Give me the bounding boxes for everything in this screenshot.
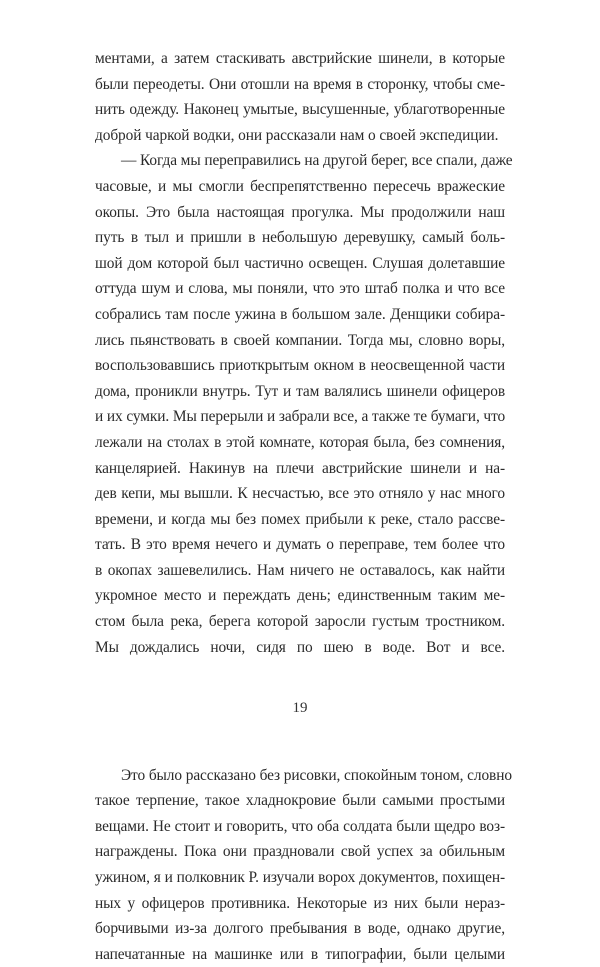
text-line: вещами. Не стоит и говорить, что оба солдата были щедро воз- — [95, 817, 505, 835]
text-line: в окопах зашевелились. Нам ничего не оставалось, как найти — [95, 561, 505, 579]
text-line: собрались там после ужина в большом зале. Денщики собира- — [95, 305, 505, 323]
text-line: стом была река, берега которой заросли густым тростником. — [95, 613, 505, 631]
text-line: дев кепи, мы вышли. К несчастью, все это отняло у нас много — [95, 485, 505, 503]
text-line: — Когда мы переправились на другой берег, все спали, даже — [121, 152, 513, 170]
body-text — [95, 46, 513, 967]
text-line: ных у офицеров противника. Некоторые из них были нераз- — [95, 894, 505, 912]
text-line: борчивыми из-за долгого пребывания в воде, однако другие, — [95, 920, 505, 938]
text-line: лись пьянствовать в своей компании. Тогда мы, словно воры, — [95, 331, 505, 349]
text-line: лежали на столах в этой комнате, которая была, без сомнения, — [95, 433, 505, 451]
text-line: оттуда шум и слова, мы поняли, что это штаб полка и что все — [95, 280, 505, 298]
text-line: укромное место и переждать день; единственным таким ме- — [95, 587, 505, 605]
paragraph — [95, 46, 505, 148]
text-line: часовые, и мы смогли беспрепятственно пересечь вражеские — [95, 177, 505, 195]
text-line: были переодеты. Они отошли на время в сторонку, чтобы сме- — [95, 75, 505, 93]
text-line: окопы. Это была настоящая прогулка. Мы продолжили наш — [95, 203, 505, 221]
text-line: канцелярией. Накинув на плечи австрийские шинели и на- — [95, 459, 505, 477]
text-line: времени, и когда мы без помех прибыли к реке, стало рассве- — [95, 510, 505, 528]
text-line: нить одежду. Наконец умытые, высушенные, ублаготворенные — [95, 101, 505, 119]
text-line: ментами, а затем стаскивать австрийские шинели, в которые — [95, 50, 505, 67]
text-line: Это было рассказано без рисовки, спокойным тоном, словно — [121, 766, 512, 784]
text-line — [95, 660, 505, 686]
text-line: ужином, я и полковник Р. изучали ворох документов, похищен- — [95, 869, 505, 886]
text-line: тать. В это время нечего и думать о переправе, тем более что — [95, 536, 505, 554]
text-line: воспользовавшись приоткрытым окном в неосвещенной части — [95, 357, 505, 375]
text-line: дома, проникли внутрь. Тут и там валялись шинели офицеров — [95, 382, 505, 400]
text-line: Мы дождались ночи, сидя по шею в воде. Вот и все. — [95, 638, 505, 656]
paragraph — [95, 763, 512, 967]
text-line: и их сумки. Мы перерыли и забрали все, а также те бумаги, что — [95, 408, 506, 426]
paragraph — [95, 148, 513, 762]
text-line: доброй чаркой водки, они рассказали нам о своей экспедиции. — [95, 126, 499, 144]
text-line: награждены. Пока они праздновали свой успех за обильным — [95, 843, 505, 861]
text-line: путь в тыл и пришли в небольшую деревушку, самый боль- — [95, 229, 505, 247]
text-line: такое терпение, такое хладнокровие были самыми простыми — [95, 792, 505, 810]
text-line: шой дом которой был частично освещен. Слушая долетавшие — [95, 254, 505, 272]
text-line: напечатанные на машинке или в типографии, были целыми — [95, 945, 505, 963]
page-number: 19 — [292, 700, 308, 716]
